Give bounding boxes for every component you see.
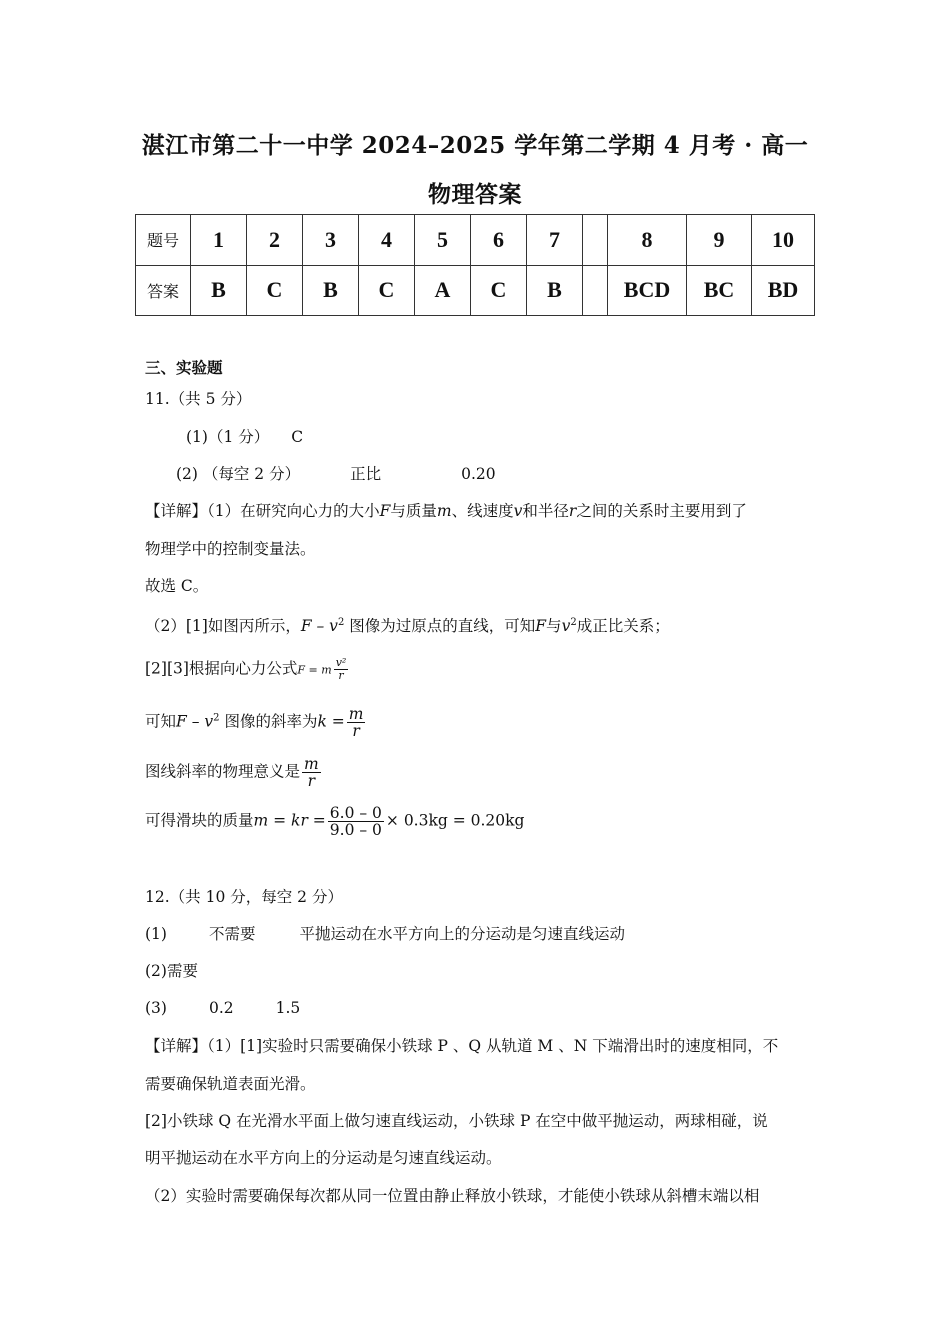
label: (1) [145, 925, 167, 943]
text: 图像的斜率为 [224, 712, 318, 731]
denominator: 9.0 – 0 [329, 821, 382, 839]
table-cell: 6 [471, 215, 527, 266]
fraction [347, 706, 366, 739]
table-cell: 1 [191, 215, 247, 266]
text: 成正比关系； [576, 617, 670, 636]
q11-meaning-line [145, 756, 323, 789]
q12-detail-line5: （2）实验时需要确保每次都从同一位置由静止释放小铁球，才能使小铁球从斜槽末端以相 [145, 1187, 760, 1205]
table-cell: C [359, 265, 415, 316]
table-cell: B [303, 265, 359, 316]
answer-table [135, 214, 815, 316]
q12-detail-line4: 明平抛运动在水平方向上的分运动是匀速直线运动。 [145, 1149, 502, 1167]
label: (3) [145, 999, 167, 1017]
q11-detail-line1 [145, 501, 747, 521]
label: (2) （每空 2 分） [176, 465, 301, 483]
table-cell: C [471, 265, 527, 316]
q12-detail-line2: 需要确保轨道表面光滑。 [145, 1075, 316, 1093]
numerator: m [348, 705, 364, 723]
expr: k = [317, 712, 345, 731]
value: 0.2 [208, 999, 234, 1017]
table-cell: BC [687, 265, 752, 316]
expr: F – v [176, 712, 214, 731]
var: v [513, 502, 523, 520]
text: 可知 [145, 712, 177, 731]
denominator: r [307, 772, 316, 790]
q11-formula-line [145, 657, 350, 682]
table-cell: 9 [687, 215, 752, 266]
table-cell: 3 [303, 215, 359, 266]
value: 不需要 [208, 925, 256, 943]
var: F [379, 502, 391, 520]
table-row [136, 265, 815, 316]
var: v [561, 617, 571, 636]
expr: F = m [297, 663, 332, 677]
text: 可得滑块的质量 [145, 811, 254, 830]
q12-detail-line3: [2]小铁球 Q 在光滑水平面上做匀速直线运动，小铁球 P 在空中做平抛运动，两球相碰，说 [145, 1112, 768, 1130]
page-subtitle: 物理答案 [428, 181, 522, 208]
numerator: 6.0 – 0 [329, 804, 382, 822]
table-cell: B [527, 265, 583, 316]
table-cell: 2 [247, 215, 303, 266]
denominator: r [352, 722, 360, 740]
table-cell: 4 [359, 215, 415, 266]
q11-answer-1 [186, 427, 303, 447]
q12-detail-line1 [145, 1036, 778, 1056]
text: × 0.3kg = 0.20kg [385, 811, 525, 830]
table-row [136, 215, 815, 266]
text: （1）[1]实验时只需要确保小铁球 P 、Q 从轨道 M 、N 下端滑出时的速度相同，不 [207, 1037, 779, 1055]
row-label-answer: 答案 [136, 265, 191, 316]
text: 与质量 [390, 502, 437, 520]
text: 之间的关系时主要用到了 [576, 502, 747, 520]
table-cell: 10 [752, 215, 815, 266]
page-title: 湛江市第二十一中学 2024–2025 学年第二学期 4 月考 · 高一 [141, 132, 809, 159]
table-cell: 8 [608, 215, 687, 266]
denominator: r [338, 669, 344, 682]
expr: F – v [300, 617, 338, 636]
detail-tag: 【详解】 [145, 502, 208, 520]
text: 、线速度 [451, 502, 514, 520]
text: 与 [546, 617, 562, 636]
q11-part2-line: （2）[1]如图丙所示，F – $v^2$ 图像为过原点的直线，可知F与$v^2$成正比关系； [145, 617, 670, 636]
table-spacer [583, 265, 608, 316]
value: C [291, 428, 304, 446]
q11-mass-line [145, 805, 524, 838]
numerator: v² [335, 656, 347, 669]
detail-tag: 【详解】 [145, 1037, 208, 1055]
numerator: m [304, 755, 319, 773]
text: [2][3]根据向心力公式 [145, 659, 298, 678]
fraction [328, 805, 384, 838]
q11-answer-2 [176, 464, 496, 484]
table-cell: C [247, 265, 303, 316]
table-spacer [583, 215, 608, 266]
value: 1.5 [275, 999, 301, 1017]
var: r [568, 502, 577, 520]
text: 和半径 [522, 502, 569, 520]
text: 图线斜率的物理意义是 [145, 762, 301, 781]
table-cell: B [191, 265, 247, 316]
q12-header: 12.（共 10 分，每空 2 分） [145, 888, 343, 906]
table-cell: 5 [415, 215, 471, 266]
text: （1）在研究向心力的大小 [207, 502, 380, 520]
label: (1)（1 分） [186, 428, 270, 446]
q12-answer-3 [145, 998, 300, 1018]
q11-detail-line2: 物理学中的控制变量法。 [145, 540, 316, 558]
value: 正比 [350, 465, 382, 483]
table-cell: 7 [527, 215, 583, 266]
q11-slope-line: 可知F – $v^2$ 图像的斜率为k = $\frac{m}{r}$ [145, 705, 364, 740]
section-heading: 三、实验题 [145, 358, 223, 377]
q11-choose: 故选 C。 [145, 577, 209, 595]
text: 图像为过原点的直线，可知 [349, 617, 536, 636]
text: （2）[1]如图丙所示， [145, 617, 301, 636]
fraction [302, 756, 321, 789]
var: F [535, 617, 547, 636]
expr: m = kr = [253, 811, 326, 830]
q11-header: 11.（共 5 分） [145, 390, 252, 408]
q12-answer-2: (2)需要 [145, 962, 198, 980]
fraction [334, 657, 349, 682]
value: 平抛运动在水平方向上的分运动是匀速直线运动 [299, 925, 625, 943]
q12-answer-1 [145, 924, 625, 944]
value: 0.20 [461, 465, 496, 483]
table-cell: BCD [608, 265, 687, 316]
row-label-number: 题号 [136, 215, 191, 266]
table-cell: A [415, 265, 471, 316]
var: m [436, 502, 452, 520]
table-cell: BD [752, 265, 815, 316]
